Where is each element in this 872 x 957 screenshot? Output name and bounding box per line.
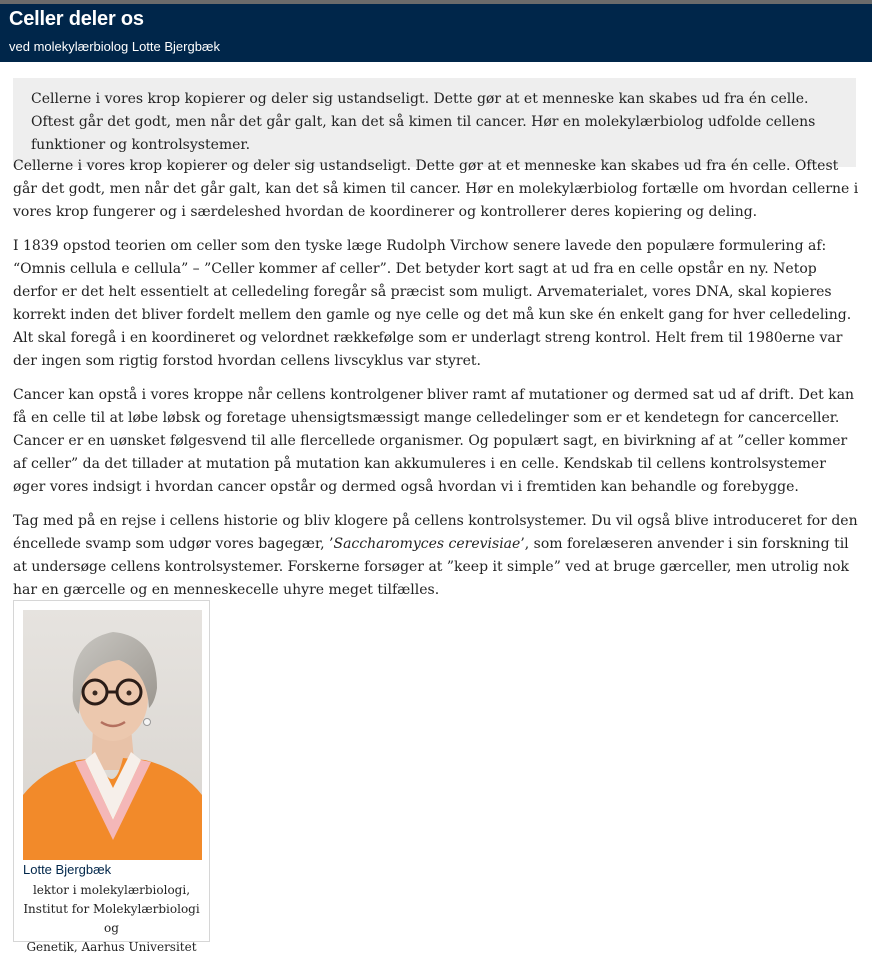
species-name: Saccharomyces cerevisiae: [333, 536, 521, 552]
lead-text: Cellerne i vores krop kopierer og deler sig ustandseligt. Dette gør at et menneske kan skabes ud fra én celle. Oftest går det godt, men når det går galt, kan det så kimen til cancer. Hør en molekylærbiolog udfolde cellens funktioner og kontrolsystemer.: [31, 91, 816, 153]
speaker-name: Lotte Bjergbæk: [23, 862, 112, 877]
paragraph-1: Cellerne i vores krop kopierer og deler sig ustandseligt. Dette gør at et menneske kan skabes ud fra én celle. Oftest går det godt, men når det går galt, kan det så kimen til cancer. Hør en molekylærbiolog fortælle om hvordan cellerne i vores krop fungerer og i særdeleshed hvordan de koordinerer og kontrollerer deres kopiering og deling.: [13, 158, 859, 220]
paragraph-4-text-b: ’, som forelæseren anvender i sin forskning til at undersøge cellens kontrolsystemer. Forskerne forsøger at ”keep it simple” ved at bruge gærceller, men utrolig nok har en gærcelle og en menneskecelle uhyre meget tilfælles.: [13, 536, 850, 598]
speaker-role-line-3: Genetik, Aarhus Universitet: [26, 940, 197, 954]
speaker-role-line-1: lektor i molekylærbiologi,: [32, 883, 191, 897]
page-subtitle: ved molekylærbiolog Lotte Bjergbæk: [9, 39, 220, 54]
speaker-card: [13, 600, 210, 954]
paragraph-4-text-a: Tag med på en rejse i cellens historie og bliv klogere på cellens kontrolsystemer. Du vil også blive introduceret for den éncellede svamp som udgør vores bagegær, ’: [13, 513, 858, 552]
speaker-role: [14, 881, 209, 957]
page-header: [0, 4, 872, 62]
lead-box: [13, 78, 856, 167]
speaker-portrait: [23, 610, 202, 860]
speaker-role-line-2: Institut for Molekylærbiologi og: [23, 902, 200, 935]
paragraph-3: Cancer kan opstå i vores kroppe når cellens kontrolgener bliver ramt af mutationer og dermed sat ud af drift. Det kan få en celle til at løbe løbsk og foretage uhensigtsmæssigt mange celledelinger som er et kendetegn for cancerceller. Cancer er en uønsket følgesvend til alle flercellede organismer. Og populært sagt, en bivirkning af at ”celler kommer af celler” da det tillader at mutation på mutation kan akkumuleres i en celle. Kendskab til cellens kontrolsystemer øger vores indsigt i hvordan cancer opstår og dermed også hvordan vi i fremtiden kan behandle og forebygge.: [13, 387, 855, 495]
paragraph-2: I 1839 opstod teorien om celler som den tyske læge Rudolph Virchow senere lavede den populære formulering af: “Omnis cellula e cellula” – ”Celler kommer af celler”. Det betyder kort sagt at ud fra en celle opstår en ny. Netop derfor er det helt essentielt at celledeling foregår så præcist som muligt. Arvematerialet, vores DNA, skal kopieres korrekt inden det bliver fordelt mellem den gamle og nye celle og det må kun ske én enkelt gang for hver celledeling. Alt skal foregå i en koordineret og velordnet rækkefølge som er underlagt streng kontrol. Helt frem til 1980erne var der ingen som rigtig forstod hvordan cellens livscyklus var styret.: [13, 238, 852, 369]
page-title: Celler deler os: [9, 8, 144, 30]
portrait-image: [23, 610, 202, 860]
paragraph-4: [13, 510, 861, 602]
article-body: [13, 155, 861, 613]
